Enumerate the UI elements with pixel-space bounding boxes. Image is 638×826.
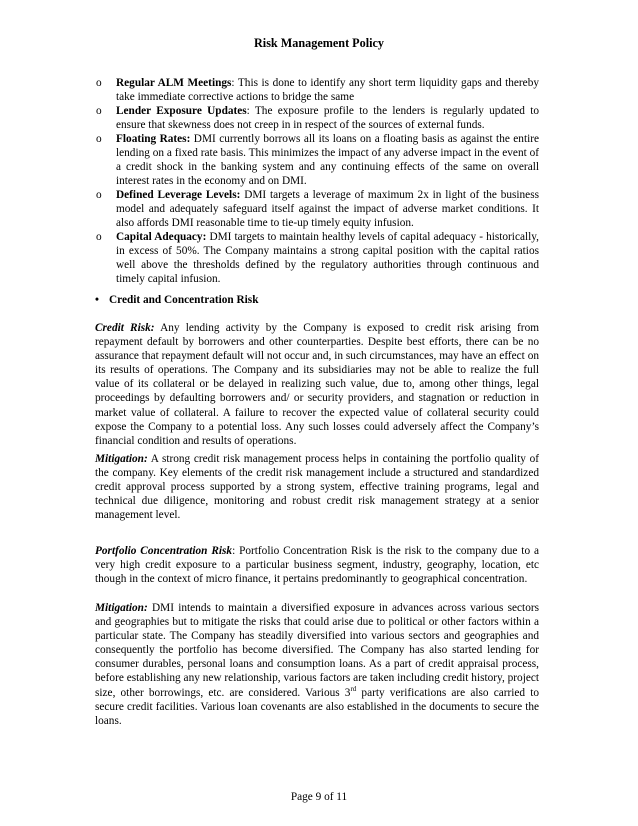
mitigation-paragraph-1 [95, 452, 539, 522]
list-item [96, 76, 539, 104]
list-item [96, 188, 539, 230]
paragraph-lead: Mitigation: [95, 602, 148, 614]
paragraph-text: A strong credit risk management process helps in containing the portfolio quality of the company. Key elements of the credit risk management include a structured and standardized credit approval process supported by a strong system, effective training programs, legal and technical due diligence, monitoring and robust credit risk management strategy at a senior management level. [95, 453, 539, 522]
paragraph-text: Any lending activity by the Company is exposed to credit risk arising from repayment default by borrowers and other counterparties. Despite best efforts, there can be no assurance that repayment default will not occur and, in such circumstances, may have an effect on its results of operations. The Company and its subsidiaries may not be able to realize the full value of its collateral or be delayed in realizing such value, due to, among other things, legal proceedings by defaulting borrowers and/ or security providers, and stagnation or reduction in market value of collateral. A failure to recover the expected value of collateral security could expose the Company to a potential loss. Any such losses could adversely affect the Company’s financial condition and results of operations. [95, 322, 540, 447]
hollow-bullet-icon: o [96, 189, 102, 201]
paragraph-lead: Credit Risk: [95, 322, 155, 334]
list-item-sep: : [231, 77, 238, 89]
paragraph-text-continued: party verifications are also carried to secure credit facilities. Various loan covenants are also established in the documents to secure the loans. [95, 686, 539, 727]
list-item-lead: Floating Rates: [116, 133, 191, 145]
paragraph-text: DMI intends to maintain a diversified exposure in advances across various sectors and geographies but to mitigate the risks that could arise due to political or other factors within a particular state. The Company has steadily diversified into various sectors and geographies and consequently the portfolio has become diversified. The Company has also started lending for consumer durables, personal loans and consumption loans. As a part of credit appraisal process, before establishing any new relationship, various factors are taken including credit history, project size, other borrowings, etc. are considered. Various 3 [95, 602, 539, 699]
list-item-text: DMI currently borrows all its loans on a floating basis as against the entire lending on a fixed rate basis. This minimizes the impact of any adverse impact in the event of a credit shock in the banking system and any continuing effects of the same on overall interest rates in the economy and on DMI. [116, 133, 540, 187]
list-item [96, 104, 539, 132]
paragraph-text: : Portfolio Concentration Risk is the risk to the company due to a very high credit exposure to a particular business segment, industry, geography, location, etc though in the context of micro finance, it pertains predominantly to geographical concentration. [95, 545, 539, 586]
credit-risk-paragraph [95, 321, 539, 448]
list-item-sep: : [246, 105, 255, 117]
list-item [96, 230, 539, 286]
superscript: rd [350, 684, 357, 693]
hollow-bullet-icon: o [96, 77, 102, 89]
page-number: Page 9 of 11 [290, 791, 348, 803]
list-item-text: DMI targets a leverage of maximum 2x in light of the business model and adequately safeguard itself against the impact of adverse market conditions. It also affords DMI reasonable time to tie-up timely equity infusion. [116, 189, 539, 229]
page-header: Risk Management Policy [254, 36, 384, 50]
list-item-lead: Lender Exposure Updates [116, 105, 247, 117]
filled-bullet-icon: • [95, 294, 99, 306]
list-item-text: DMI targets to maintain healthy levels of capital adequacy - historically, in excess of 50%. The Company maintains a strong capital position with the capital ratios well above the thresholds defined by the regulatory authorities through continuous and timely capital infusion. [116, 231, 539, 285]
mitigation-paragraph-2 [95, 601, 539, 728]
paragraph-lead: Mitigation: [95, 453, 148, 465]
list-item-lead: Regular ALM Meetings [116, 77, 232, 89]
list-item-text: The exposure profile to the lenders is regularly updated to ensure that skewness does not creep in in respect of the sources of external funds. [116, 105, 539, 131]
list-item-lead: Defined Leverage Levels: [116, 189, 241, 201]
paragraph-lead: Portfolio Concentration Risk [95, 545, 233, 557]
hollow-bullet-icon: o [96, 105, 102, 117]
hollow-bullet-icon: o [96, 231, 102, 243]
list-item [96, 132, 540, 188]
sub-bullet-list [96, 76, 540, 286]
section-title: Credit and Concentration Risk [109, 294, 259, 306]
portfolio-concentration-paragraph [95, 544, 539, 586]
list-item-lead: Capital Adequacy: [116, 231, 207, 243]
hollow-bullet-icon: o [96, 133, 102, 145]
list-item-text: This is done to identify any short term liquidity gaps and thereby take immediate corrective actions to bridge the same [116, 77, 539, 103]
